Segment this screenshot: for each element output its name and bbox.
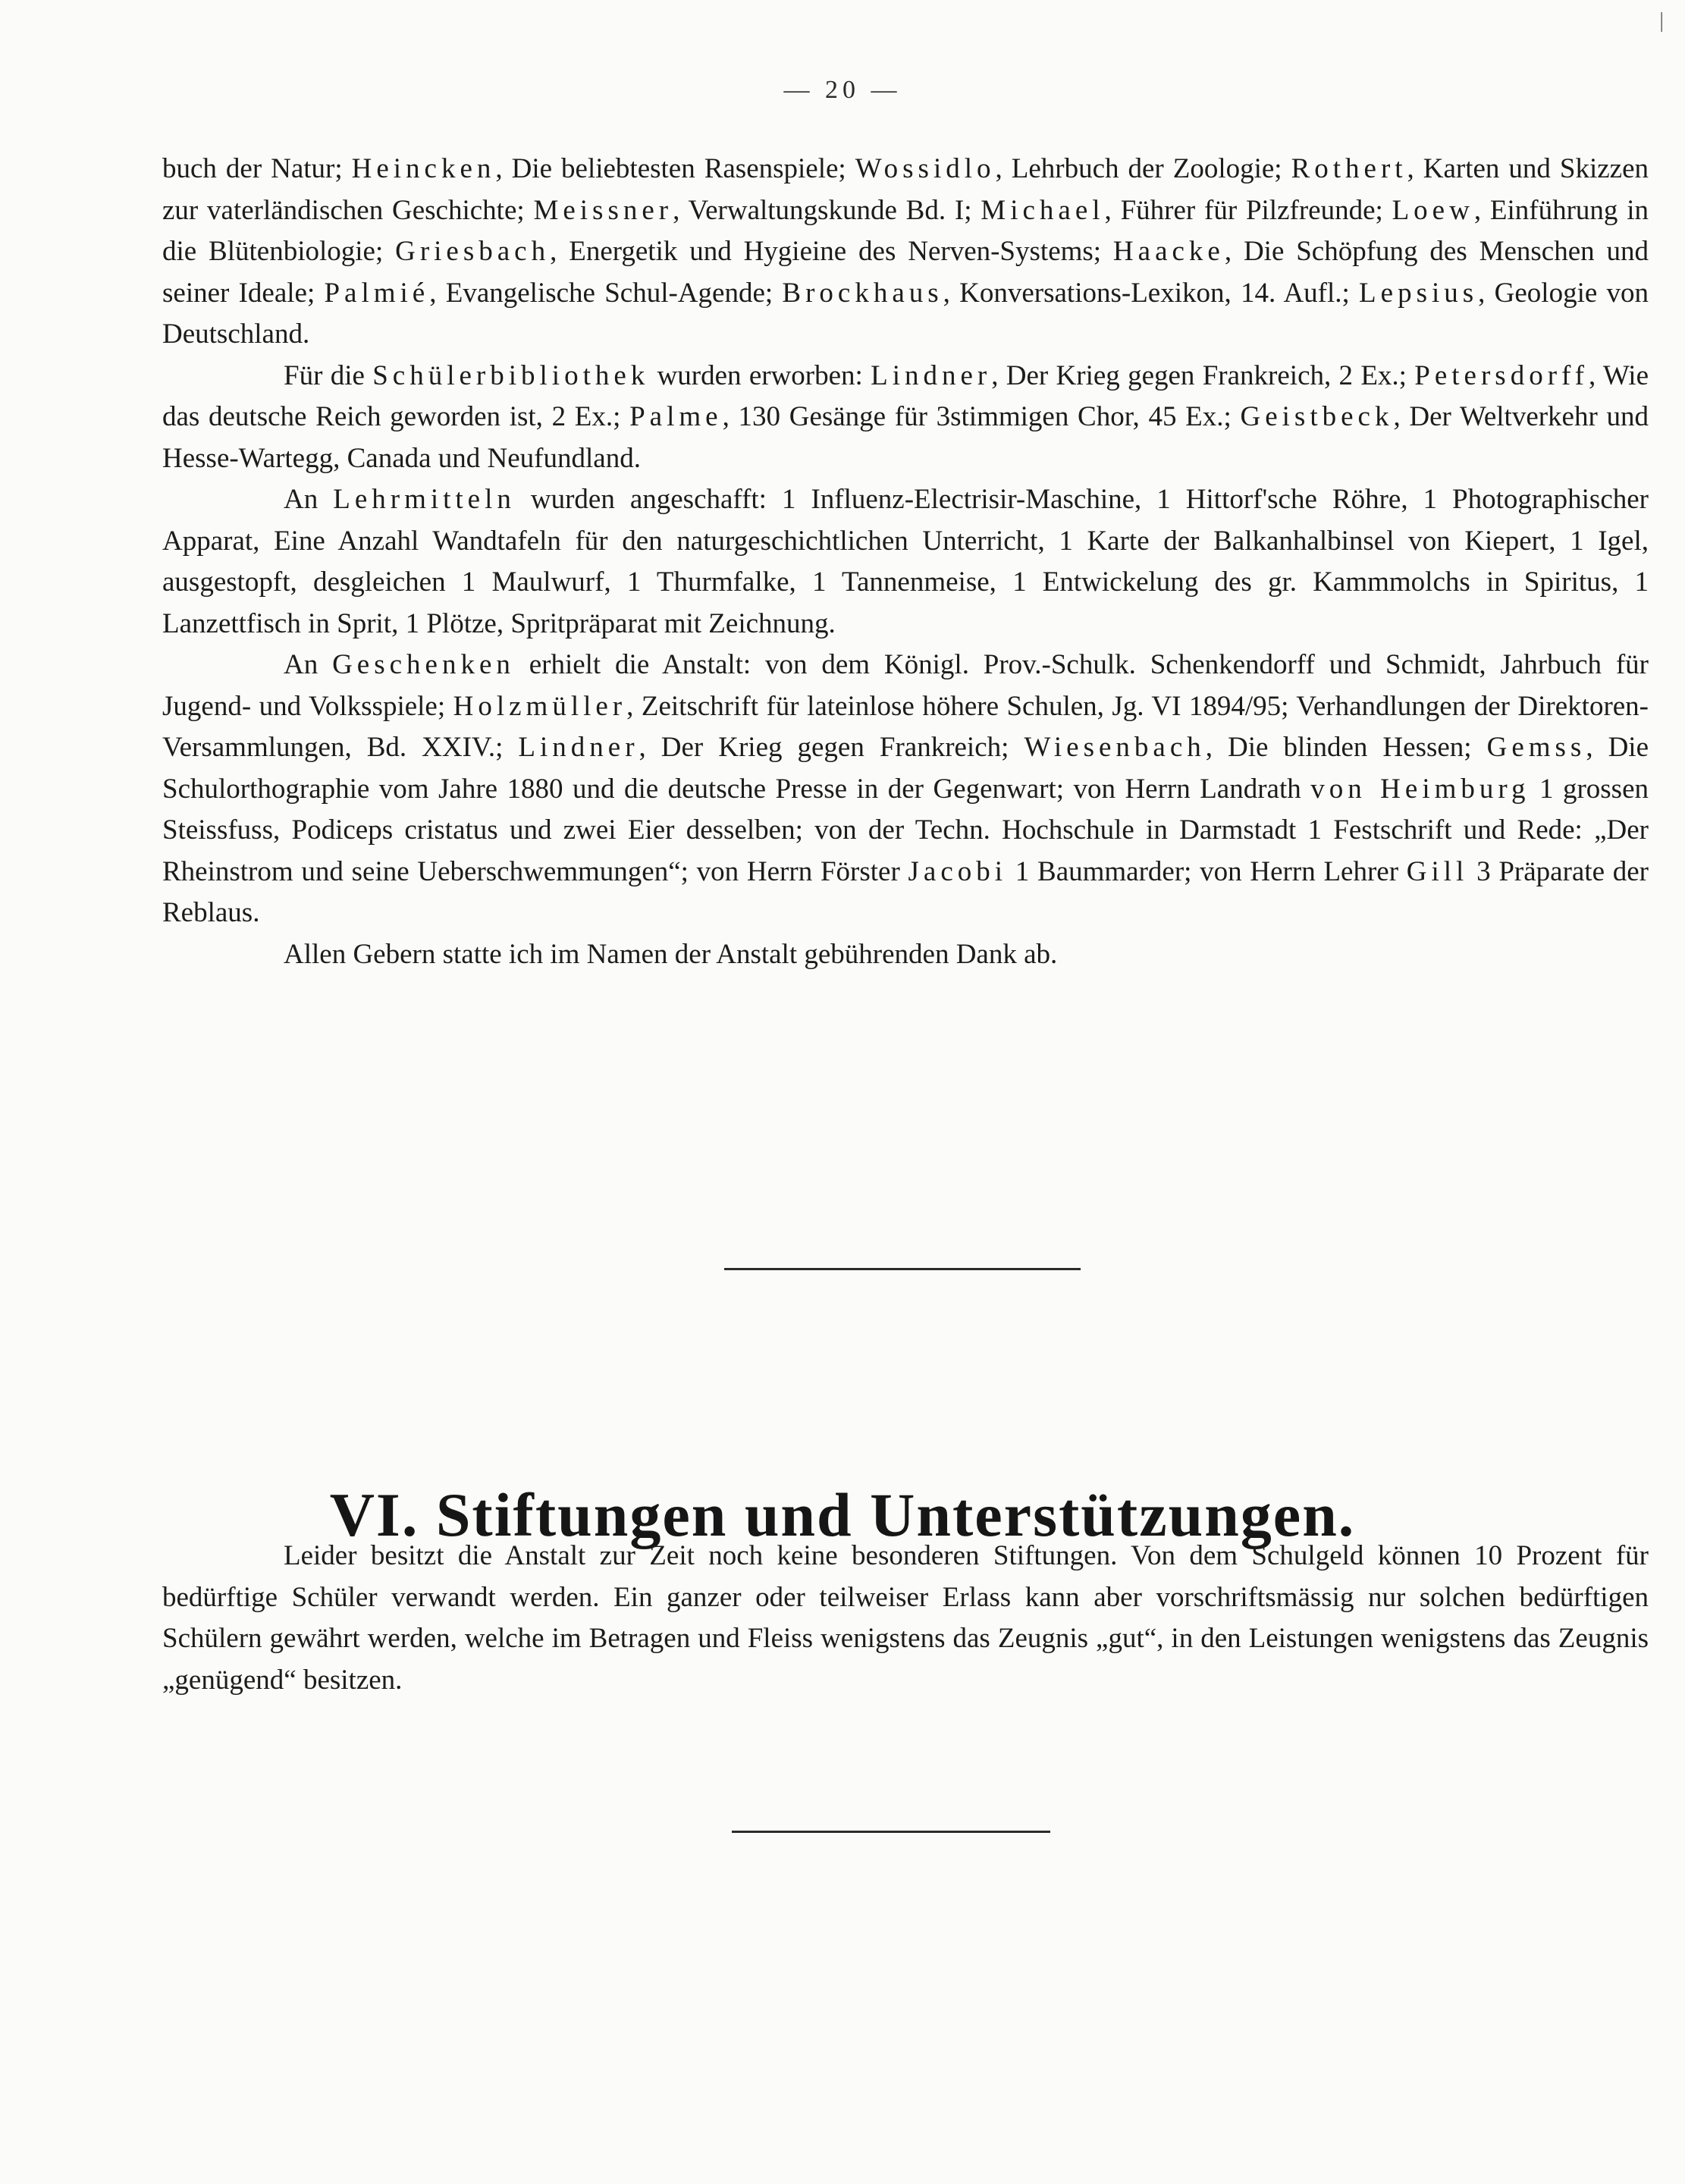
- text-run: , Zeitschrift für lateinlose höhere Schulen, Jg. VI 1894/95; Verhandlungen der Direktoren-Versammlungen, Bd. XXIV.;: [162, 690, 1649, 763]
- text-run: , Evangelische Schul-Agende;: [429, 277, 783, 309]
- spaced-name: Geistbeck: [1240, 401, 1394, 432]
- spaced-name: Haacke: [1112, 236, 1225, 267]
- text-run: An: [284, 649, 333, 680]
- text-run: , Der Krieg gegen Frankreich, 2 Ex.;: [991, 359, 1415, 391]
- text-run: wurden angeschafft: 1 Influenz-Electrisir-Maschine, 1 Hittorf'sche Röhre, 1 Photographischer Apparat, Eine Anzahl Wandtafeln für den naturgeschichtlichen Unterricht, 1 Karte der Balkanhalbinsel von Kiepert, 1 Igel, ausgestopft, desgleichen 1 Maulwurf, 1 Thurmfalke, 1 Tannenmeise, 1 Entwickelung des gr. Kammmolchs in Spiritus, 1 Lanzettfisch in Sprit, 1 Plötze, Spritpräparat mit Zeichnung.: [162, 484, 1649, 639]
- text-run: wurden erworben:: [649, 359, 871, 391]
- text-run: , Einführung in die Blütenbiologie;: [162, 194, 1649, 267]
- text-run: , 130 Gesänge für 3stimmigen Chor, 45 Ex.;: [722, 401, 1241, 432]
- text-run: , Wie das deutsche Reich geworden ist, 2 Ex.;: [162, 359, 1649, 432]
- text-run: , Die Schöpfung des Menschen und seiner Ideale;: [162, 236, 1649, 309]
- text-run: Allen Gebern statte ich im Namen der Anstalt gebührenden Dank ab.: [284, 938, 1058, 970]
- text-run: , Karten und Skizzen zur vaterländischen Geschichte;: [162, 153, 1649, 226]
- paragraph-lehrmittel: [162, 479, 1649, 645]
- spaced-name: Schülerbibliothek: [372, 359, 650, 391]
- text-run: An: [284, 484, 334, 515]
- text-run: erhielt die Anstalt: von dem Königl. Prov.-Schulk. Schenkendorff und Schmidt, Jahrbuch für Jugend- und Volksspiele;: [162, 649, 1649, 722]
- paragraph-dank: [162, 934, 1649, 976]
- spaced-name: Gemss: [1486, 732, 1586, 763]
- spaced-name: Palmié: [324, 277, 430, 309]
- paragraph-stiftungen: Leider besitzt die Anstalt zur Zeit noch keine besonderen Stiftungen. Von dem Schulgeld können 10 Prozent für bedürftige Schüler verwandt werden. Ein ganzer oder teilweiser Erlass kann aber vorschriftsmässig nur solchen bedürftigen Schülern gewährt werden, welche im Betragen und Fleiss wenigstens das Zeugnis „gut“, in den Leistungen wenigstens das Zeugnis „genügend“ besitzen.: [162, 1540, 1649, 1696]
- spaced-name: Loew: [1392, 194, 1474, 226]
- spaced-name: Griesbach: [395, 236, 551, 267]
- text-run: , Konversations-Lexikon, 14. Aufl.;: [943, 277, 1360, 309]
- text-run: , Der Krieg gegen Frankreich;: [639, 732, 1024, 763]
- spaced-name: Jacobi: [908, 855, 1008, 887]
- text-run: Für die: [284, 359, 373, 391]
- text-run: 3 Präparate der Reblaus.: [162, 855, 1649, 928]
- spaced-name: Petersdorff: [1414, 359, 1589, 391]
- spaced-name: Wiesenbach: [1024, 732, 1206, 763]
- section-divider: [724, 1268, 1081, 1270]
- text-run: 1 Baummarder; von Herrn Lehrer: [1007, 855, 1407, 887]
- text-run: , Die Schulorthographie vom Jahre 1880 und die deutsche Presse in der Gegenwart; von Herrn Landrath: [162, 732, 1649, 805]
- text-run: , Führer für Pilzfreunde;: [1104, 194, 1392, 226]
- text-run: , Verwaltungskunde Bd. I;: [673, 194, 981, 226]
- spaced-name: Wossidlo: [855, 153, 996, 184]
- spaced-name: Gill: [1406, 855, 1469, 887]
- section-heading: VI. Stiftungen und Unterstützungen.: [329, 1480, 1356, 1550]
- spaced-name: Lepsius: [1359, 277, 1479, 309]
- spaced-name: Palme: [629, 401, 723, 432]
- page-number: — 20 —: [783, 76, 902, 104]
- paragraph-book-list: [162, 149, 1649, 356]
- text-run: , Lehrbuch der Zoologie;: [995, 153, 1291, 184]
- spaced-name: Michael: [981, 194, 1105, 226]
- spaced-name: Heincken: [351, 153, 496, 184]
- text-run: 1 grossen Steissfuss, Podiceps cristatus und zwei Eier desselben; von der Techn. Hochschule in Darmstadt 1 Festschrift und Rede: „Der Rheinstrom und seine Ueberschwemmungen“; von Herrn Förster: [162, 773, 1649, 887]
- end-divider: [732, 1831, 1050, 1833]
- text-run: , Die beliebtesten Rasenspiele;: [495, 153, 855, 184]
- section-body: [162, 1536, 1649, 1701]
- spaced-name: Brockhaus: [782, 277, 943, 309]
- text-run: , Geologie von Deutschland.: [162, 277, 1649, 350]
- text-run: , Die blinden Hessen;: [1205, 732, 1487, 763]
- spaced-name: Geschenken: [332, 649, 515, 680]
- margin-mark: |: [1659, 9, 1664, 33]
- paragraph-geschenke: [162, 645, 1649, 934]
- spaced-name: Rothert: [1291, 153, 1407, 184]
- text-run: buch der Natur;: [162, 153, 352, 184]
- spaced-name: Lindner: [871, 359, 992, 391]
- spaced-name: Lehrmitteln: [333, 484, 516, 515]
- text-run: , Der Weltverkehr und Hesse-Wartegg, Canada und Neufundland.: [162, 401, 1649, 474]
- document-body: [162, 149, 1649, 975]
- text-run: , Energetik und Hygieine des Nerven-Systems;: [550, 236, 1113, 267]
- spaced-name: Holzmüller: [453, 690, 627, 722]
- paragraph-schuelerbibliothek: [162, 356, 1649, 480]
- spaced-name: Meissner: [533, 194, 673, 226]
- spaced-name: von Heimburg: [1310, 773, 1530, 805]
- spaced-name: Lindner: [518, 732, 639, 763]
